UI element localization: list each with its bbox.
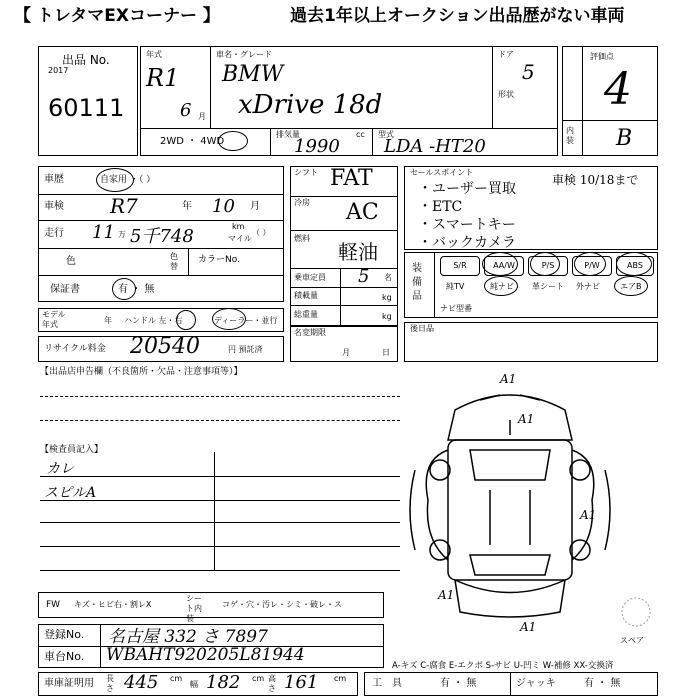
load-unit: kg <box>382 293 392 302</box>
shape-label: 形状 <box>498 90 514 99</box>
damage-mark-3: A1 <box>580 508 597 522</box>
doors: 5 <box>522 60 535 84</box>
make: BMW <box>222 62 284 87</box>
equip-abs: ABS <box>616 256 654 276</box>
seat-legend: コゲ・穴・汚レ・シミ・破レ・ス <box>222 600 342 609</box>
inspector-line-1: カレ <box>46 461 74 477</box>
selling-point-1: ・ユーザー買取 <box>418 181 516 197</box>
ac-value: AC <box>346 200 379 225</box>
capacity-label: 乗車定員 <box>294 273 326 282</box>
mileage-paren: （ ） <box>252 228 271 237</box>
chassis-label: 車台No. <box>44 650 85 663</box>
header-title-right: 過去1年以上オークション出品歴がない車両 <box>290 6 625 26</box>
month-unit: 月 <box>198 112 206 121</box>
capacity-value: 5 <box>358 266 370 287</box>
header-title-left: 【 トレタマEXコーナー 】 <box>14 6 220 26</box>
registration-value: 名古屋 332 さ 7897 <box>108 627 268 647</box>
fw-label: FW <box>46 600 61 610</box>
equip-pw: P/W <box>572 256 612 276</box>
score-label: 評価点 <box>590 52 614 61</box>
warranty-label: 保証書 <box>50 284 80 295</box>
year-label: 年式 <box>146 50 162 59</box>
displacement: 1990 <box>294 136 340 157</box>
recycle-value: 20540 <box>130 334 200 359</box>
equip-airbag: エアB <box>620 282 642 291</box>
fuel-value: 軽油 <box>338 240 378 264</box>
model-year-dealer: ディーラー・並行 <box>214 316 278 325</box>
inspector-label: 【検査員記入】 <box>40 445 104 455</box>
spare-label: スペア <box>620 636 644 645</box>
inspection-era: R7 <box>110 194 138 218</box>
height-unit: cm <box>334 674 347 683</box>
later-items-label: 後日品 <box>410 324 434 333</box>
mileage-unit-km: km <box>232 222 245 231</box>
damage-mark-2: A1 <box>518 412 535 426</box>
history-label: 車歴 <box>44 174 64 185</box>
damage-mark-4: A1 <box>438 588 455 602</box>
gross-unit: kg <box>382 312 392 321</box>
color-label: 色 <box>66 256 76 267</box>
seat-label: シート内装 <box>186 594 202 623</box>
height-label: 高さ <box>268 674 276 693</box>
mileage-unit-mile: マイル <box>228 234 252 243</box>
capacity-unit: 名 <box>384 273 392 282</box>
equip-ext-navi: 外ナビ <box>576 282 600 291</box>
inspection-year-unit: 年 <box>182 201 192 212</box>
jack-value: 有 ・ 無 <box>584 678 621 689</box>
interior-label: 内装 <box>566 126 574 145</box>
selling-points-label: セールスポイント <box>410 168 474 177</box>
mileage-label: 走行 <box>44 228 64 239</box>
equip-ps: P/S <box>528 256 568 276</box>
navi-model-label: ナビ型番 <box>440 304 472 313</box>
mileage-man: 11 <box>92 222 115 243</box>
tools-label: 工 具 <box>372 678 402 689</box>
door-label: ドア <box>498 50 514 59</box>
model-year-label: モデル年式 <box>42 310 66 329</box>
deadline-label: 名変期限 <box>294 328 326 337</box>
fuel-label: 燃料 <box>294 234 310 243</box>
model-code: LDA -HT20 <box>384 136 486 157</box>
inspector-line-2: スピルA <box>44 485 97 501</box>
shift-value: FAT <box>330 166 373 191</box>
chassis-value: WBAHT920205L81944 <box>106 645 305 665</box>
drive: 2WD ・ 4WD <box>160 136 225 147</box>
deadline-month: 月 <box>342 348 350 357</box>
name-label: 車名・グレード <box>216 50 272 59</box>
seller-notes-label: 【出品店申告欄（不良箇所・欠品・注意事項等）】 <box>40 367 243 377</box>
warranty-value: 有 ・ 無 <box>118 284 155 295</box>
displacement-label: 排気量 <box>276 130 300 139</box>
interior-value: B <box>616 126 633 151</box>
history-value: 自家用 ・（ ） <box>100 175 156 185</box>
mileage-rest: 5千748 <box>130 226 194 247</box>
model-label: 型式 <box>378 130 394 139</box>
width-unit: cm <box>252 674 265 683</box>
selling-points-note: 車検 10/18まで <box>552 173 639 187</box>
length-value: 445 <box>124 672 159 693</box>
tools-value: 有 ・ 無 <box>440 678 477 689</box>
inspection-month: 10 <box>212 196 235 217</box>
length-unit: cm <box>170 674 183 683</box>
grade: xDrive 18d <box>238 90 383 120</box>
height-value: 161 <box>284 672 319 693</box>
certificate-label: 車庫証明用 <box>44 678 94 689</box>
selling-point-2: ・ETC <box>418 199 463 215</box>
color-change-label: 色替 <box>170 252 178 271</box>
damage-mark-1: A1 <box>500 372 517 386</box>
cc-label: cc <box>356 130 365 139</box>
equip-sr: S/R <box>440 256 480 276</box>
selling-point-3: ・スマートキー <box>418 217 516 233</box>
legend-codes: A-キズ C-腐食 E-エクボ S-サビ U-凹ミ W-補修 XX-交換済 <box>392 661 614 671</box>
jack-label: ジャッキ <box>516 678 556 689</box>
deadline-day: 日 <box>382 348 390 357</box>
color-no-label: カラーNo. <box>198 255 240 265</box>
score-value: 4 <box>604 64 632 115</box>
shift-label: シフト <box>294 168 318 177</box>
gross-label: 総重量 <box>294 310 318 319</box>
model-year-year: 年 <box>104 316 112 325</box>
month-value: 6 <box>180 100 192 121</box>
inspection-label: 車検 <box>44 201 64 212</box>
inspection-month-unit: 月 <box>250 201 260 212</box>
registration-label: 登録No. <box>44 628 85 641</box>
equipment-label: 装備品 <box>412 263 422 302</box>
recycle-unit: 円 預託済 <box>228 345 263 354</box>
ac-label: 冷房 <box>294 198 310 207</box>
lot-year-tag: 2017 <box>48 66 69 75</box>
equip-tv: 純TV <box>446 282 465 291</box>
equip-leather: 革シート <box>532 282 564 291</box>
load-label: 積載量 <box>294 291 318 300</box>
lot-number: 60111 <box>48 94 125 122</box>
damage-mark-5: A1 <box>520 620 537 634</box>
equip-navi: 純ナビ <box>490 282 514 291</box>
model-year-handle: ハンドル 左・右 <box>124 316 183 325</box>
year-value: R1 <box>146 64 180 92</box>
fw-legend: キズ・ヒビ右・割レX <box>74 600 152 609</box>
mileage-man-unit: 万 <box>118 230 126 239</box>
recycle-label: リサイクル料金 <box>44 344 106 354</box>
equip-aaw: AA/W <box>484 256 524 276</box>
selling-point-4: ・バックカメラ <box>418 235 516 251</box>
length-label: 長さ <box>106 674 114 693</box>
lot-label: 出品 No. <box>62 53 110 67</box>
width-value: 182 <box>206 672 241 693</box>
width-label: 幅 <box>190 680 198 689</box>
